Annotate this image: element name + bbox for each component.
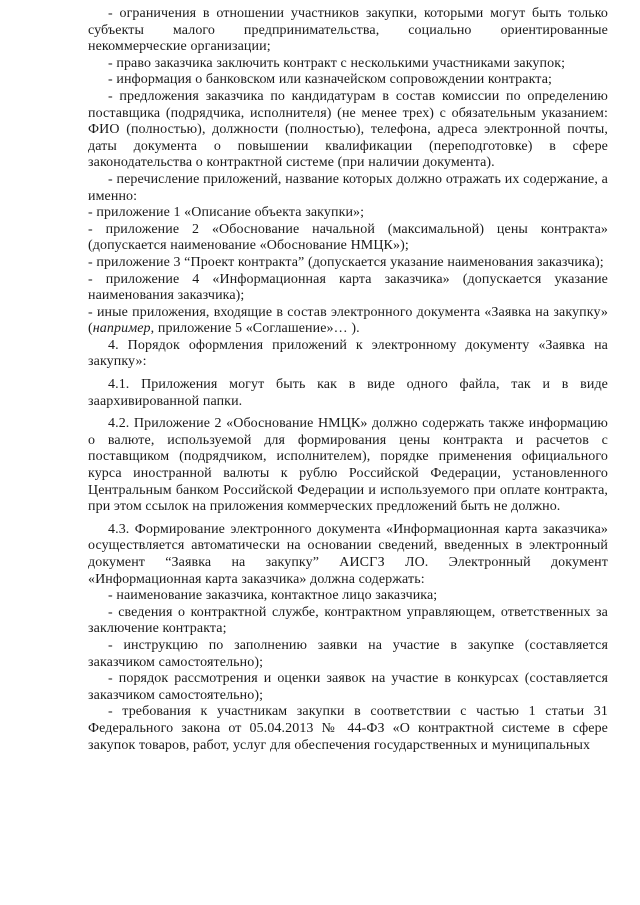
other-appendices-tail: , приложение 5 «Соглашение»… ). (150, 321, 360, 337)
paragraph-appendix-1: - приложение 1 «Описание объекта закупки»; (88, 205, 365, 221)
paragraph-appendix-list: - перечисление приложений, название которых должно отражать их содержание, а именно: (88, 171, 608, 204)
paragraph-customer-name: - наименование заказчика, контактное лицо заказчика; (108, 588, 438, 604)
paragraph-appendix-3: - приложение 3 “Проект контракта” (допускается указание наименования заказчика); (88, 254, 604, 270)
section-4-3: 4.3. Формирование электронного документа «Информационная карта заказчика» осуществляется автоматически на основании сведений, введенных в электронный документ “Заявка на закупку” АИСГЗ ЛО. Электронный документ «Информационная карта заказчика» должна содержать: (88, 521, 608, 587)
paragraph-evaluation-order: - порядок рассмотрения и оценки заявок на участие в конкурсах (составляется заказчиком самостоятельно); (88, 671, 608, 703)
paragraph-instructions: - инструкцию по заполнению заявки на участие в закупке (составляется заказчиком самостоятельно); (88, 637, 608, 670)
paragraph-other-appendices (88, 305, 608, 338)
paragraph-appendix-2: - приложение 2 «Обоснование начальной (максимальной) цены контракта» (допускается наименование «Обоснование НМЦК»); (88, 221, 608, 254)
paragraph-appendix-4: - приложение 4 «Информационная карта заказчика» (допускается указание наименования заказчика); (88, 271, 608, 304)
document-body (88, 6, 608, 754)
paragraph-multiple-contracts: - право заказчика заключить контракт с несколькими участниками закупок; (108, 55, 566, 71)
other-appendices-italic: например (92, 321, 151, 337)
paragraph-participant-requirements: - требования к участникам закупки в соответствии с частью 1 статьи 31 Федерального закона от 05.04.2013 № 44-ФЗ «О контрактной системе в сфере закупок товаров, работ, услуг для обеспечения государственных и муниципальных (88, 704, 608, 753)
paragraph-bank-support: - информация о банковском или казначейском сопровождении контракта; (108, 72, 553, 88)
section-4-1: 4.1. Приложения могут быть как в виде одного файла, так и в виде заархивированной папки. (88, 377, 608, 409)
paragraph-smp-restrictions: - ограничения в отношении участников закупки, которыми могут быть только субъекты малого предпринимательства, социально ориентированные некоммерческие организации; (88, 6, 608, 55)
section-4-heading: 4. Порядок оформления приложений к электронному документу «Заявка на закупку»: (88, 337, 608, 370)
paragraph-commission-candidates: - предложения заказчика по кандидатурам в состав комиссии по определению поставщика (подрядчика, исполнителя) (не менее трех) с обязательным указанием: ФИО (полностью), должности (полностью), телефона, адреса электронной почты, даты документа о повышении квалификации (переподготовке) в сфере законодательства о контрактной системе (при наличии документа). (88, 88, 608, 171)
paragraph-contract-service: - сведения о контрактной службе, контрактном управляющем, ответственных за заключение контракта; (88, 604, 608, 637)
other-appendices-text: - иные приложения, входящие в состав электронного документа «Заявка на закупку» ( (88, 304, 608, 337)
section-4-2: 4.2. Приложение 2 «Обоснование НМЦК» должно содержать также информацию о валюте, используемой для формирования цены контракта и расчетов с поставщиком (подрядчиком, исполнителем), порядке применения официального курса иностранной валюты к рублю Российской Федерации, установленного Центральным банком Российской Федерации и используемого при оплате контракта, при этом ссылок на приложения коммерческих предложений быть не должно. (88, 416, 608, 515)
